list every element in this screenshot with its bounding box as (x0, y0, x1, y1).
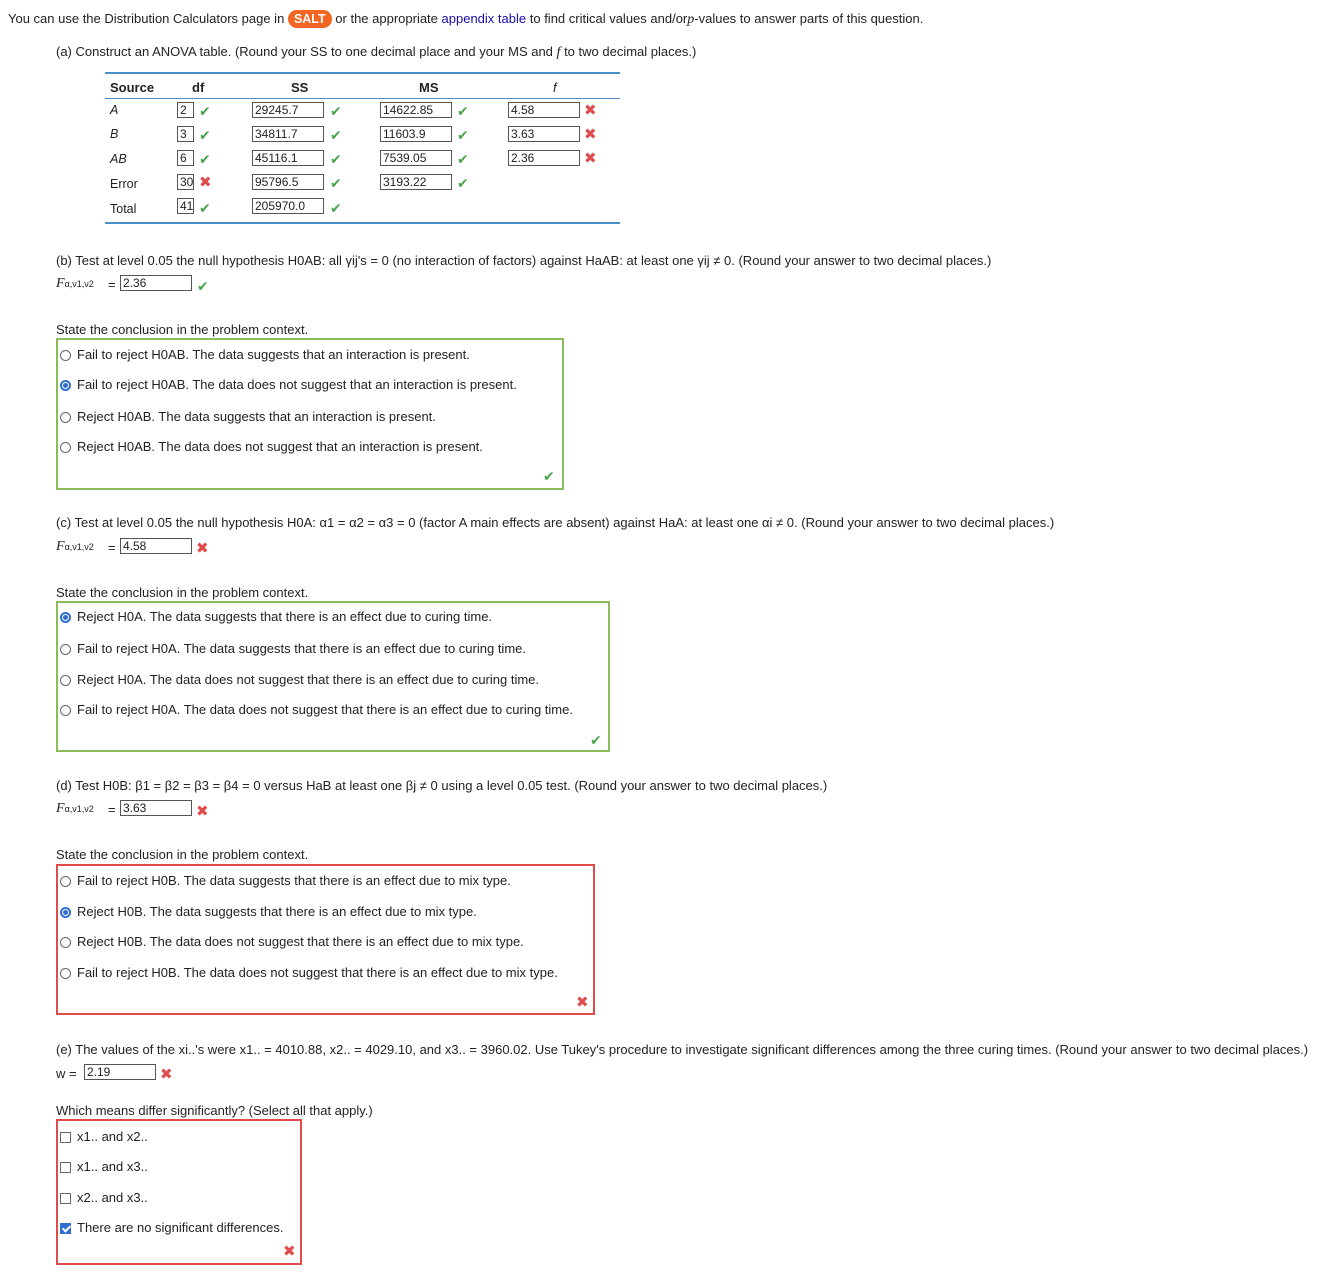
part-c-option-1[interactable]: Reject H0A. The data suggests that there is an effect due to curing time. (60, 609, 492, 624)
header-f: f (553, 80, 557, 95)
cross-icon: ✖ (196, 803, 209, 820)
check-icon: ✔ (543, 468, 555, 484)
check-icon: ✔ (199, 151, 211, 167)
f-critical-label: Fα,ν1,ν2 (56, 276, 94, 291)
header-ss: SS (291, 80, 309, 95)
part-b-option-3[interactable]: Reject H0AB. The data suggests that an interaction is present. (60, 409, 436, 424)
check-icon: ✔ (330, 127, 342, 143)
intro-text-after: to find critical values and/or (529, 11, 688, 26)
part-d-option-1[interactable]: Fail to reject H0B. The data suggests that there is an effect due to mix type. (60, 873, 511, 888)
ms-a-input[interactable]: 14622.85 (380, 102, 452, 118)
row-source-ab: AB (110, 152, 127, 166)
part-e-option-4[interactable]: There are no significant differences. (60, 1220, 283, 1235)
header-df: df (192, 80, 205, 95)
check-icon: ✔ (199, 127, 211, 143)
cross-icon: ✖ (584, 126, 597, 143)
w-input[interactable]: 2.19 (84, 1064, 156, 1080)
part-b-option-2[interactable]: Fail to reject H0AB. The data does not suggest that an interaction is present. (60, 377, 517, 392)
p-italic: p (687, 12, 695, 27)
part-c-conclusion-label: State the conclusion in the problem context. (56, 585, 309, 600)
cross-icon: ✖ (160, 1066, 173, 1083)
part-b-conclusion-label: State the conclusion in the problem context. (56, 322, 309, 337)
salt-badge[interactable]: SALT (288, 10, 332, 28)
equals-sign: = (108, 277, 116, 292)
cross-icon: ✖ (584, 150, 597, 167)
part-b-prompt: (b) Test at level 0.05 the null hypothesis H0AB: all γij's = 0 (no interaction of factors) against HaAB: at least one γij ≠ 0. (Round your answer to two decimal places.) (56, 253, 992, 268)
check-icon: ✔ (330, 175, 342, 191)
ms-error-input[interactable]: 3193.22 (380, 174, 452, 190)
part-b-option-4[interactable]: Reject H0AB. The data does not suggest that an interaction is present. (60, 439, 483, 454)
intro-line (8, 10, 923, 28)
check-icon: ✔ (457, 175, 469, 191)
cross-icon: ✖ (196, 540, 209, 557)
part-d-f-input[interactable]: 3.63 (120, 800, 192, 816)
part-c-prompt: (c) Test at level 0.05 the null hypothesis H0A: α1 = α2 = α3 = 0 (factor A main effects are absent) against HaA: at least one αi ≠ 0. (Round your answer to two decimal places.) (56, 515, 1055, 530)
check-icon: ✔ (330, 103, 342, 119)
df-ab-input[interactable]: 6 (177, 150, 194, 166)
row-source-a: A (110, 103, 119, 117)
df-b-input[interactable]: 3 (177, 126, 194, 142)
ms-ab-input[interactable]: 7539.05 (380, 150, 452, 166)
equals-sign: = (108, 540, 116, 555)
ms-b-input[interactable]: 11603.9 (380, 126, 452, 142)
part-b-f-input[interactable]: 2.36 (120, 275, 192, 291)
check-icon: ✔ (199, 200, 211, 216)
part-d-option-2[interactable]: Reject H0B. The data suggests that there is an effect due to mix type. (60, 904, 477, 919)
ss-b-input[interactable]: 34811.7 (252, 126, 324, 142)
part-e-prompt: (e) The values of the xi..'s were x1.. = 4010.88, x2.. = 4029.10, and x3.. = 3960.02. Use Tukey's procedure to investigate significant differences among the three curing times. (Round your answer to two decimal places.) (56, 1042, 1309, 1057)
part-e-option-2[interactable]: x1.. and x3.. (60, 1159, 148, 1174)
part-e-option-3[interactable]: x2.. and x3.. (60, 1190, 148, 1205)
part-c-f-input[interactable]: 4.58 (120, 538, 192, 554)
part-b-option-1[interactable]: Fail to reject H0AB. The data suggests that an interaction is present. (60, 347, 470, 362)
intro-text: You can use the Distribution Calculators page in (8, 11, 285, 26)
f-critical-label: Fα,ν1,ν2 (56, 801, 94, 816)
ss-a-input[interactable]: 29245.7 (252, 102, 324, 118)
part-d-conclusion-label: State the conclusion in the problem context. (56, 847, 309, 862)
cross-icon: ✖ (283, 1243, 296, 1260)
ss-ab-input[interactable]: 45116.1 (252, 150, 324, 166)
part-c-option-4[interactable]: Fail to reject H0A. The data does not suggest that there is an effect due to curing time. (60, 702, 573, 717)
f-ab-input[interactable]: 2.36 (508, 150, 580, 166)
check-icon: ✔ (330, 151, 342, 167)
header-source: Source (110, 80, 155, 95)
appendix-table-link[interactable]: appendix table (441, 11, 527, 26)
check-icon: ✔ (590, 732, 602, 748)
df-total-input[interactable]: 41 (177, 198, 194, 214)
cross-icon: ✖ (576, 994, 589, 1011)
part-c-option-2[interactable]: Fail to reject H0A. The data suggests that there is an effect due to curing time. (60, 641, 526, 656)
part-e-question: Which means differ significantly? (Select all that apply.) (56, 1103, 373, 1118)
df-a-input[interactable]: 2 (177, 102, 194, 118)
df-error-input[interactable]: 30 (177, 174, 194, 190)
check-icon: ✔ (197, 278, 209, 294)
check-icon: ✔ (457, 151, 469, 167)
check-icon: ✔ (199, 103, 211, 119)
check-icon: ✔ (330, 200, 342, 216)
part-a-prompt: (a) Construct an ANOVA table. (Round your SS to one decimal place and your MS and f to two decimal places.) (56, 44, 697, 60)
check-icon: ✔ (457, 103, 469, 119)
ss-total-input[interactable]: 205970.0 (252, 198, 324, 214)
cross-icon: ✖ (584, 102, 597, 119)
check-icon: ✔ (457, 127, 469, 143)
part-d-option-4[interactable]: Fail to reject H0B. The data does not suggest that there is an effect due to mix type. (60, 965, 558, 980)
part-e-option-1[interactable]: x1.. and x2.. (60, 1129, 148, 1144)
ss-error-input[interactable]: 95796.5 (252, 174, 324, 190)
row-source-error: Error (110, 177, 138, 191)
part-c-option-3[interactable]: Reject H0A. The data does not suggest that there is an effect due to curing time. (60, 672, 539, 687)
row-source-total: Total (110, 202, 137, 216)
w-label: w = (56, 1066, 77, 1081)
header-ms: MS (419, 80, 439, 95)
cross-icon: ✖ (199, 174, 212, 191)
intro-text-tail: -values to answer parts of this question. (694, 11, 924, 26)
f-a-input[interactable]: 4.58 (508, 102, 580, 118)
part-d-prompt: (d) Test H0B: β1 = β2 = β3 = β4 = 0 versus HaB at least one βj ≠ 0 using a level 0.05 test. (Round your answer to two decimal places.) (56, 778, 828, 793)
part-d-option-3[interactable]: Reject H0B. The data does not suggest that there is an effect due to mix type. (60, 934, 524, 949)
row-source-b: B (110, 127, 119, 141)
f-b-input[interactable]: 3.63 (508, 126, 580, 142)
f-critical-label: Fα,ν1,ν2 (56, 539, 94, 554)
equals-sign: = (108, 802, 116, 817)
intro-text-middle: or the appropriate (335, 11, 438, 26)
